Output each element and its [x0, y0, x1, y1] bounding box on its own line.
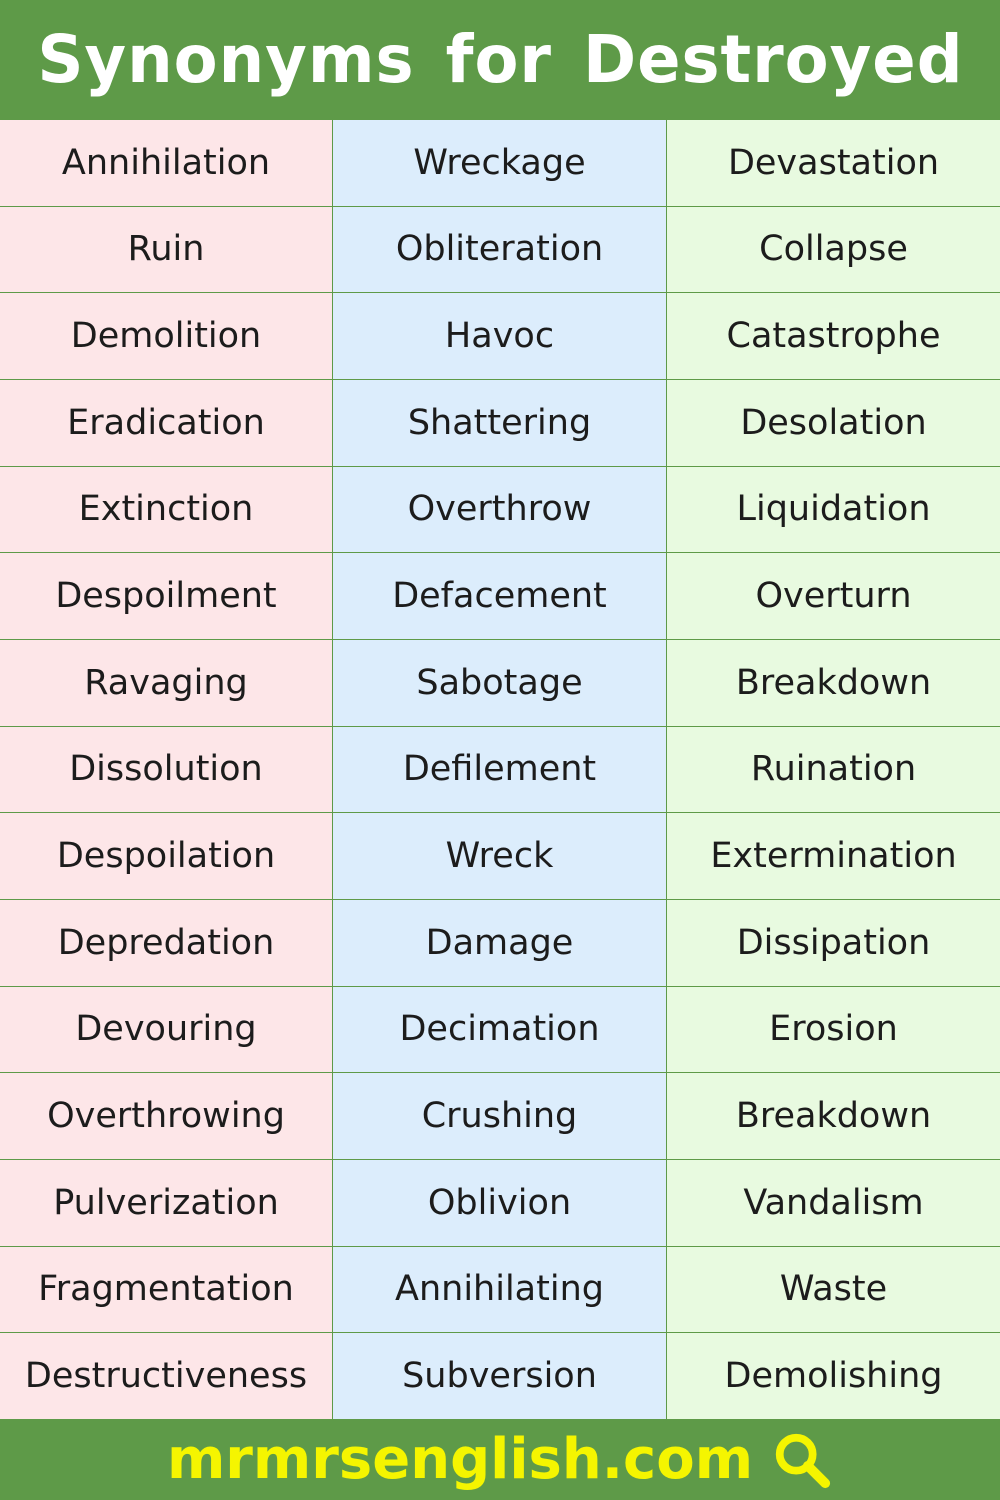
page-title: Synonyms for Destroyed [36, 21, 964, 98]
synonym-cell: Devouring [0, 987, 333, 1074]
synonym-cell: Despoilation [0, 813, 333, 900]
synonym-cell: Defacement [333, 553, 667, 640]
synonym-cell: Despoilment [0, 553, 333, 640]
synonym-cell: Desolation [667, 380, 1000, 467]
synonym-cell: Demolition [0, 293, 333, 380]
synonym-cell: Fragmentation [0, 1247, 333, 1334]
synonym-cell: Extermination [667, 813, 1000, 900]
synonym-cell: Annihilation [0, 120, 333, 207]
synonym-cell: Overturn [667, 553, 1000, 640]
synonym-cell: Breakdown [667, 640, 1000, 727]
synonym-cell: Decimation [333, 987, 667, 1074]
synonym-cell: Vandalism [667, 1160, 1000, 1247]
synonym-cell: Ruin [0, 207, 333, 294]
synonym-cell: Catastrophe [667, 293, 1000, 380]
synonym-cell: Crushing [333, 1073, 667, 1160]
synonym-cell: Extinction [0, 467, 333, 554]
footer-banner [0, 1419, 1000, 1500]
synonym-cell: Eradication [0, 380, 333, 467]
synonym-cell: Damage [333, 900, 667, 987]
synonym-cell: Annihilating [333, 1247, 667, 1334]
synonym-cell: Dissolution [0, 727, 333, 814]
search-icon[interactable] [771, 1429, 833, 1491]
synonym-grid [0, 119, 1000, 1419]
synonym-cell: Oblivion [333, 1160, 667, 1247]
synonym-cell: Waste [667, 1247, 1000, 1334]
synonym-cell: Subversion [333, 1333, 667, 1420]
synonym-cell: Ravaging [0, 640, 333, 727]
synonym-cell: Demolishing [667, 1333, 1000, 1420]
synonym-cell: Destructiveness [0, 1333, 333, 1420]
synonym-cell: Overthrowing [0, 1073, 333, 1160]
synonym-cell: Pulverization [0, 1160, 333, 1247]
synonym-cell: Sabotage [333, 640, 667, 727]
synonym-cell: Obliteration [333, 207, 667, 294]
header-banner [0, 0, 1000, 119]
synonym-cell: Depredation [0, 900, 333, 987]
synonym-cell: Dissipation [667, 900, 1000, 987]
synonym-cell: Defilement [333, 727, 667, 814]
synonym-cell: Breakdown [667, 1073, 1000, 1160]
synonym-cell: Erosion [667, 987, 1000, 1074]
synonym-cell: Shattering [333, 380, 667, 467]
website-link[interactable]: mrmrsenglish.com [166, 1427, 754, 1492]
synonym-cell: Wreck [333, 813, 667, 900]
synonym-cell: Wreckage [333, 120, 667, 207]
synonym-cell: Overthrow [333, 467, 667, 554]
synonym-cell: Devastation [667, 120, 1000, 207]
synonym-cell: Havoc [333, 293, 667, 380]
synonym-cell: Ruination [667, 727, 1000, 814]
synonym-cell: Collapse [667, 207, 1000, 294]
synonym-cell: Liquidation [667, 467, 1000, 554]
